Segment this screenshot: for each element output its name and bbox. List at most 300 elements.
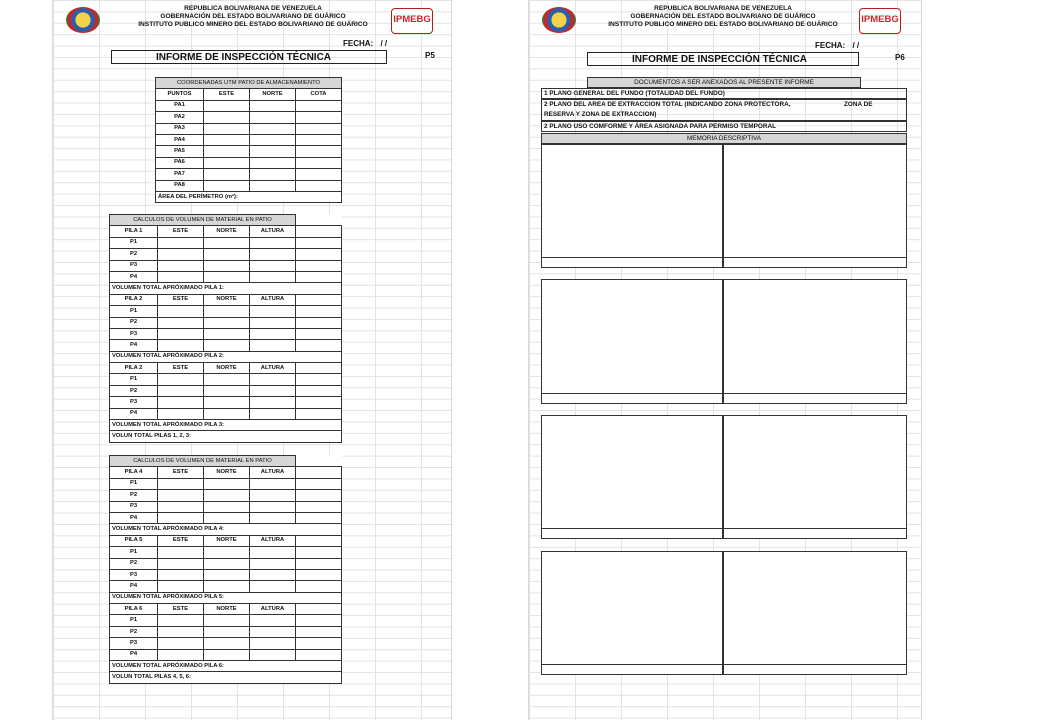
document-item-2-extra: ZONA DE [844,101,873,108]
table-row [156,146,342,157]
pile-total-label: VOLUMEN TOTAL APRÓXIMADO PILA 1: [110,283,342,294]
header-line-2: GOBERNACIÓN DEL ESTADO BOLIVARIANO DE GUÁRICO [630,13,816,20]
point-label: PA6 [156,157,204,168]
memoria-caption-cell[interactable] [541,258,723,268]
measurement-cell[interactable] [158,237,204,248]
fecha-value[interactable]: / / [380,39,388,48]
volume-calculation-table-2 [109,455,342,684]
table-row [110,385,342,396]
empty-cell [296,467,342,478]
measurement-cell[interactable] [204,237,250,248]
measurement-cell[interactable] [158,385,204,396]
pile-total-row [110,661,342,672]
measurement-cell[interactable] [296,260,342,271]
fecha-field [815,41,859,50]
point-label: P2 [110,317,158,328]
header-line-2: GOBERNACIÓN DEL ESTADO BOLIVARIANO DE GUÁRICO [160,13,346,20]
measurement-cell[interactable] [296,626,342,637]
table-row [110,478,342,489]
point-label: P4 [110,408,158,419]
measurement-cell[interactable] [204,374,250,385]
pile-total-row [110,524,342,535]
institution-header [585,5,861,29]
measurement-cell[interactable] [250,260,296,271]
column-header: ESTE [158,535,204,546]
measurement-cell[interactable] [296,249,342,260]
coordinates-title: COORDENADAS UTM PATIO DE ALMACENAMIENTO [156,78,342,89]
table-row [110,340,342,351]
coordinate-cell[interactable] [296,134,342,145]
coordinate-cell[interactable] [296,100,342,111]
point-label: P1 [110,547,158,558]
column-header: ALTURA [250,294,296,305]
measurement-cell[interactable] [204,649,250,660]
measurement-cell[interactable] [204,478,250,489]
point-label: P3 [110,328,158,339]
section-title-row [110,215,342,226]
measurement-cell[interactable] [158,408,204,419]
utm-coordinates-table [155,77,342,203]
measurement-cell[interactable] [296,547,342,558]
measurement-cell[interactable] [158,581,204,592]
coordinate-cell[interactable] [296,146,342,157]
pile-name: PILA 4 [110,467,158,478]
column-header: NORTE [204,467,250,478]
measurement-cell[interactable] [158,340,204,351]
coordinate-cell[interactable] [250,169,296,180]
table-row [110,237,342,248]
pile-total-label: VOLUMEN TOTAL APRÓXIMADO PILA 3: [110,420,342,431]
measurement-cell[interactable] [158,615,204,626]
measurement-cell[interactable] [296,615,342,626]
table-row [110,397,342,408]
header-line-3: INSTITUTO PUBLICO MINERO DEL ESTADO BOLIVARIANO DE GUÁRICO [138,21,368,28]
point-label: P2 [110,490,158,501]
pile-total-label: VOLUMEN TOTAL APRÓXIMADO PILA 5: [110,592,342,603]
coordinate-cell[interactable] [204,169,250,180]
table-row [156,112,342,123]
measurement-cell[interactable] [250,317,296,328]
measurement-cell[interactable] [250,638,296,649]
empty-cell [296,604,342,615]
fecha-value[interactable]: / / [852,41,860,50]
empty-cell [296,363,342,374]
measurement-cell[interactable] [158,501,204,512]
table-row [110,317,342,328]
point-label: P4 [110,271,158,282]
point-label: P4 [110,512,158,523]
measurement-cell[interactable] [204,317,250,328]
measurement-cell[interactable] [250,558,296,569]
point-label: P3 [110,638,158,649]
column-header: ALTURA [250,535,296,546]
measurement-cell[interactable] [296,558,342,569]
grand-total-label: VOLUN TOTAL PILAS 4, 5, 6: [110,672,342,683]
measurement-cell[interactable] [158,374,204,385]
measurement-cell[interactable] [250,569,296,580]
section-title: CALCULOS DE VOLUMEN DE MATERIAL EN PATIO [110,215,296,226]
pile-header-row [110,363,342,374]
table-row [110,271,342,282]
column-header: ESTE [158,604,204,615]
point-label: P3 [110,397,158,408]
measurement-cell[interactable] [296,237,342,248]
pile-total-row [110,592,342,603]
ipmebg-logo: IPMEBG [391,8,433,34]
pile-header-row [110,604,342,615]
point-label: P1 [110,237,158,248]
coordinate-cell[interactable] [296,180,342,191]
measurement-cell[interactable] [204,638,250,649]
table-row [110,306,342,317]
table-row [110,408,342,419]
pile-name: PILA 1 [110,226,158,237]
memoria-box[interactable] [541,551,723,665]
column-header: ESTE [158,226,204,237]
pile-header-row [110,226,342,237]
measurement-cell[interactable] [204,397,250,408]
table-row [156,180,342,191]
point-label: PA7 [156,169,204,180]
measurement-cell[interactable] [158,306,204,317]
measurement-cell[interactable] [296,385,342,396]
header-line-3: INSTITUTO PUBLICO MINERO DEL ESTADO BOLIVARIANO DE GUÁRICO [608,21,838,28]
measurement-cell[interactable] [158,638,204,649]
table-row [110,249,342,260]
point-label: PA1 [156,100,204,111]
point-label: P4 [110,340,158,351]
memoria-caption-cell[interactable] [723,258,907,268]
coordinate-cell[interactable] [204,134,250,145]
ipmebg-logo: IPMEBG [859,8,901,34]
column-header: NORTE [204,294,250,305]
measurement-cell[interactable] [296,317,342,328]
measurement-cell[interactable] [158,490,204,501]
point-label: P2 [110,558,158,569]
measurement-cell[interactable] [296,512,342,523]
measurement-cell[interactable] [204,306,250,317]
point-label: PA5 [156,146,204,157]
measurement-cell[interactable] [204,340,250,351]
point-label: P2 [110,249,158,260]
table-row [110,328,342,339]
measurement-cell[interactable] [204,615,250,626]
table-row [110,490,342,501]
measurement-cell[interactable] [296,374,342,385]
memoria-caption-cell[interactable] [541,665,723,675]
point-label: PA8 [156,180,204,191]
measurement-cell[interactable] [250,249,296,260]
measurement-cell[interactable] [158,547,204,558]
point-label: P1 [110,374,158,385]
table-row [110,615,342,626]
pile-name: PILA 2 [110,294,158,305]
coat-of-arms-emblem [542,7,576,33]
empty-cell [296,215,342,226]
point-label: P3 [110,260,158,271]
header-line-1: REPUBLICA BOLIVARIANA DE VENEZUELA [654,5,792,12]
measurement-cell[interactable] [250,490,296,501]
memoria-caption-cell[interactable] [723,529,907,539]
measurement-cell[interactable] [204,569,250,580]
measurement-cell[interactable] [250,328,296,339]
point-label: P1 [110,615,158,626]
measurement-cell[interactable] [250,306,296,317]
table-row [110,638,342,649]
empty-cell [296,456,342,467]
column-header: NORTE [204,604,250,615]
table-row [110,626,342,637]
table-row [156,100,342,111]
pile-name: PILA 2 [110,363,158,374]
measurement-cell[interactable] [250,581,296,592]
document-item-1: 1 PLANO GENERAL DEL FUNDO (TOTALIDAD DEL FUNDO) [541,88,907,99]
document-item-2-line-2: RESERVA Y ZONA DE EXTRACCION) [544,111,657,118]
column-header: ESTE [204,89,250,100]
pile-header-row [110,467,342,478]
measurement-cell[interactable] [296,638,342,649]
pile-header-row [110,294,342,305]
point-label: PA3 [156,123,204,134]
measurement-cell[interactable] [204,249,250,260]
pile-total-row [110,283,342,294]
measurement-cell[interactable] [204,581,250,592]
page-p5 [52,0,452,720]
measurement-cell[interactable] [158,649,204,660]
pile-name: PILA 5 [110,535,158,546]
coordinate-cell[interactable] [250,146,296,157]
coordinate-cell[interactable] [204,112,250,123]
measurement-cell[interactable] [250,615,296,626]
measurement-cell[interactable] [158,626,204,637]
measurement-cell[interactable] [204,408,250,419]
measurement-cell[interactable] [158,558,204,569]
table-row [156,123,342,134]
memoria-box[interactable] [723,415,907,529]
measurement-cell[interactable] [204,512,250,523]
coordinate-cell[interactable] [204,100,250,111]
measurement-cell[interactable] [158,249,204,260]
measurement-cell[interactable] [250,547,296,558]
column-header: NORTE [204,226,250,237]
table-row [110,501,342,512]
report-title: INFORME DE INSPECCIÓN TÉCNICA [111,50,387,64]
measurement-cell[interactable] [250,385,296,396]
column-header: ALTURA [250,604,296,615]
pile-total-row [110,420,342,431]
table-row [156,157,342,168]
measurement-cell[interactable] [158,260,204,271]
column-header: PUNTOS [156,89,204,100]
table-row [110,374,342,385]
coordinate-cell[interactable] [204,123,250,134]
coordinate-cell[interactable] [250,123,296,134]
coordinate-cell[interactable] [296,157,342,168]
point-label: P2 [110,385,158,396]
table-row [156,169,342,180]
table-row [110,581,342,592]
measurement-cell[interactable] [204,501,250,512]
column-header: COTA [296,89,342,100]
pile-total-label: VOLUMEN TOTAL APRÓXIMADO PILA 6: [110,661,342,672]
volume-calculation-table-1 [109,214,342,443]
measurement-cell[interactable] [204,490,250,501]
empty-cell [296,226,342,237]
empty-cell [296,294,342,305]
measurement-cell[interactable] [250,271,296,282]
coordinate-cell[interactable] [250,112,296,123]
pile-total-label: VOLUMEN TOTAL APRÓXIMADO PILA 2: [110,351,342,362]
report-title: INFORME DE INSPECCIÓN TÉCNICA [587,52,859,66]
coordinate-cell[interactable] [296,112,342,123]
measurement-cell[interactable] [158,328,204,339]
point-label: PA4 [156,134,204,145]
coordinates-header-row [156,89,342,100]
measurement-cell[interactable] [250,512,296,523]
measurement-cell[interactable] [158,478,204,489]
measurement-cell[interactable] [296,501,342,512]
measurement-cell[interactable] [296,271,342,282]
measurement-cell[interactable] [204,626,250,637]
memoria-caption-cell[interactable] [723,665,907,675]
area-row [156,191,342,202]
measurement-cell[interactable] [296,397,342,408]
document-item-3: 2 PLANO USO COMFORME Y ÁREA ASIGNADA PARA PERMISO TEMPORAL [541,121,907,132]
column-header: ALTURA [250,226,296,237]
coordinate-cell[interactable] [296,123,342,134]
fecha-label: FECHA: [343,39,374,48]
measurement-cell[interactable] [204,547,250,558]
measurement-cell[interactable] [296,408,342,419]
measurement-cell[interactable] [158,397,204,408]
column-header: NORTE [250,89,296,100]
header-line-1: REPUBLICA BOLIVARIANA DE VENEZUELA [184,5,322,12]
measurement-cell[interactable] [250,397,296,408]
table-row [110,547,342,558]
measurement-cell[interactable] [296,478,342,489]
measurement-cell[interactable] [250,501,296,512]
memoria-box[interactable] [723,551,907,665]
measurement-cell[interactable] [296,569,342,580]
fecha-label: FECHA: [815,41,846,50]
document-item-2 [541,99,907,121]
table-row [110,649,342,660]
coordinate-cell[interactable] [204,180,250,191]
point-label: P4 [110,649,158,660]
point-label: PA2 [156,112,204,123]
memoria-caption-cell[interactable] [541,529,723,539]
point-label: P2 [110,626,158,637]
measurement-cell[interactable] [158,317,204,328]
measurement-cell[interactable] [204,328,250,339]
coordinate-cell[interactable] [250,100,296,111]
memoria-caption-cell[interactable] [541,394,723,404]
coordinate-cell[interactable] [250,180,296,191]
measurement-cell[interactable] [250,340,296,351]
pile-total-label: VOLUMEN TOTAL APRÓXIMADO PILA 4: [110,524,342,535]
point-label: P1 [110,306,158,317]
memoria-box[interactable] [723,144,907,258]
measurement-cell[interactable] [250,237,296,248]
table-row [110,512,342,523]
measurement-cell[interactable] [250,626,296,637]
measurement-cell[interactable] [250,374,296,385]
section-title-row [110,456,342,467]
document-item-2-line-1: 2 PLANO DEL AREA DE EXTRACCION TOTAL (INDICANDO ZONA PROTECTORA, [544,101,791,108]
measurement-cell[interactable] [296,581,342,592]
table-row [156,134,342,145]
page-number: P6 [895,53,905,62]
section-title: CALCULOS DE VOLUMEN DE MATERIAL EN PATIO [110,456,296,467]
coat-of-arms-emblem [66,7,100,33]
page-p6 [528,0,922,720]
column-header: NORTE [204,535,250,546]
empty-cell [296,535,342,546]
column-header: NORTE [204,363,250,374]
column-header: ESTE [158,363,204,374]
coordinate-cell[interactable] [250,134,296,145]
measurement-cell[interactable] [204,271,250,282]
grand-total-row [110,672,342,683]
institution-header [113,5,393,29]
measurement-cell[interactable] [296,340,342,351]
measurement-cell[interactable] [296,328,342,339]
pile-total-row [110,351,342,362]
grand-total-row [110,431,342,442]
coordinate-cell[interactable] [204,146,250,157]
measurement-cell[interactable] [204,385,250,396]
grand-total-label: VOLUN TOTAL PILAS 1, 2, 3: [110,431,342,442]
area-label: ÁREA DEL PERÍMETRO (m²): [156,191,342,202]
memoria-box[interactable] [541,144,723,258]
point-label: P1 [110,478,158,489]
measurement-cell[interactable] [250,649,296,660]
measurement-cell[interactable] [158,512,204,523]
coordinate-cell[interactable] [250,157,296,168]
coordinate-cell[interactable] [296,169,342,180]
point-label: P4 [110,581,158,592]
column-header: ALTURA [250,467,296,478]
pile-header-row [110,535,342,546]
memoria-box[interactable] [723,279,907,394]
measurement-cell[interactable] [296,490,342,501]
measurement-cell[interactable] [250,408,296,419]
memoria-box[interactable] [541,279,723,394]
memoria-box[interactable] [541,415,723,529]
memoria-descriptiva-header: MEMORIA DESCRIPTIVA [541,133,907,144]
page-number: P5 [425,51,435,60]
point-label: P3 [110,569,158,580]
measurement-cell[interactable] [158,569,204,580]
documents-title: DOCUMENTOS A SER ANEXADOS AL PRESENTE INFORME [587,77,861,88]
column-header: ALTURA [250,363,296,374]
measurement-cell[interactable] [204,260,250,271]
memoria-caption-cell[interactable] [723,394,907,404]
measurement-cell[interactable] [296,649,342,660]
point-label: P3 [110,501,158,512]
pile-name: PILA 6 [110,604,158,615]
measurement-cell[interactable] [296,306,342,317]
table-row [110,558,342,569]
coordinate-cell[interactable] [204,157,250,168]
table-row [110,569,342,580]
measurement-cell[interactable] [204,558,250,569]
table-row [110,260,342,271]
column-header: ESTE [158,294,204,305]
measurement-cell[interactable] [158,271,204,282]
column-header: ESTE [158,467,204,478]
measurement-cell[interactable] [250,478,296,489]
